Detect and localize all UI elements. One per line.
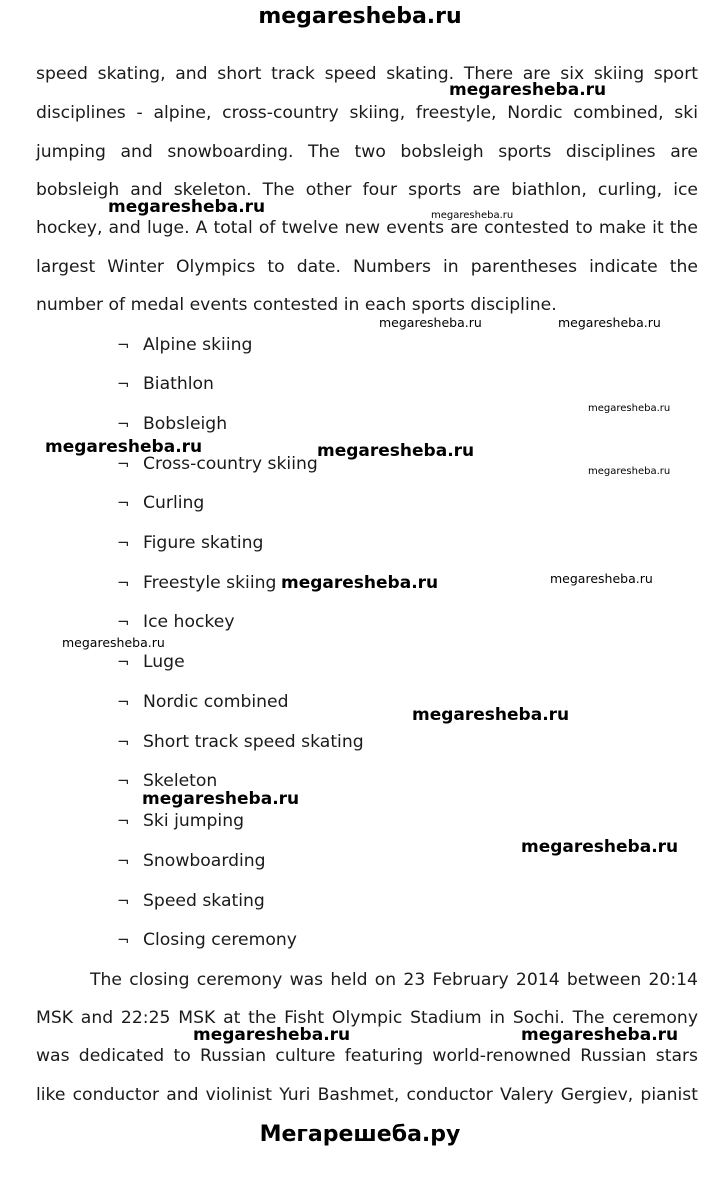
- list-item: [117, 491, 204, 515]
- list-bullet-icon: ¬: [117, 455, 130, 473]
- watermark: megaresheba.ru: [412, 705, 570, 725]
- list-item-label: Bobsleigh: [143, 414, 228, 434]
- watermark: megaresheba.ru: [193, 1025, 351, 1045]
- list-bullet-icon: ¬: [117, 613, 130, 631]
- list-item-label: Biathlon: [143, 374, 214, 394]
- watermark: megaresheba.ru: [317, 441, 475, 461]
- watermark: megaresheba.ru: [521, 837, 679, 857]
- site-footer: Мегарешеба.ру: [259, 1122, 461, 1147]
- paragraph-line: like conductor and violinist Yuri Bashmet, conductor Valery Gergiev, pianist: [36, 1085, 698, 1105]
- list-item-label: Snowboarding: [143, 851, 266, 871]
- list-item: [117, 928, 297, 952]
- list-item: [117, 531, 263, 555]
- watermark: megaresheba.ru: [588, 403, 671, 414]
- list-bullet-icon: ¬: [117, 336, 130, 354]
- watermark: megaresheba.ru: [142, 789, 300, 809]
- list-item-label: Skeleton: [143, 771, 218, 791]
- paragraph-line: hockey, and luge. A total of twelve new events are contested to make it the: [36, 218, 698, 238]
- list-bullet-icon: ¬: [117, 772, 130, 790]
- list-bullet-icon: ¬: [117, 534, 130, 552]
- paragraph-line: was dedicated to Russian culture featuring world-renowned Russian stars: [36, 1046, 698, 1066]
- list-item: [117, 889, 265, 913]
- watermark: megaresheba.ru: [521, 1025, 679, 1045]
- watermark: megaresheba.ru: [379, 315, 482, 330]
- watermark: megaresheba.ru: [431, 210, 514, 221]
- list-item: [117, 849, 266, 873]
- list-item: [117, 571, 276, 595]
- list-item-label: Nordic combined: [143, 692, 289, 712]
- site-header: megaresheba.ru: [258, 4, 462, 29]
- list-item-label: Closing ceremony: [143, 930, 297, 950]
- list-item-label: Short track speed skating: [143, 732, 364, 752]
- list-item: [117, 730, 364, 754]
- paragraph-line: largest Winter Olympics to date. Numbers in parentheses indicate the: [36, 257, 698, 277]
- watermark: megaresheba.ru: [550, 571, 653, 586]
- watermark: megaresheba.ru: [281, 573, 439, 593]
- watermark: megaresheba.ru: [45, 437, 203, 457]
- list-item: [117, 412, 227, 436]
- list-bullet-icon: ¬: [117, 494, 130, 512]
- list-item-label: Freestyle skiing: [143, 573, 277, 593]
- list-item-label: Alpine skiing: [143, 335, 253, 355]
- list-item: [117, 610, 235, 634]
- list-bullet-icon: ¬: [117, 574, 130, 592]
- paragraph-line: disciplines - alpine, cross-country skiing, freestyle, Nordic combined, ski: [36, 103, 698, 123]
- list-item-label: Ice hockey: [143, 612, 235, 632]
- list-item-label: Speed skating: [143, 891, 265, 911]
- list-bullet-icon: ¬: [117, 852, 130, 870]
- list-item-label: Figure skating: [143, 533, 264, 553]
- watermark: megaresheba.ru: [62, 635, 165, 650]
- paragraph-line: The closing ceremony was held on 23 February 2014 between 20:14: [90, 970, 698, 990]
- list-item-label: Cross-country skiing: [143, 454, 318, 474]
- paragraph-line: MSK and 22:25 MSK at the Fisht Olympic Stadium in Sochi. The ceremony: [36, 1008, 698, 1028]
- list-bullet-icon: ¬: [117, 415, 130, 433]
- list-item: [117, 690, 289, 714]
- watermark: megaresheba.ru: [108, 197, 266, 217]
- list-bullet-icon: ¬: [117, 375, 130, 393]
- list-item: [117, 372, 214, 396]
- paragraph-line: speed skating, and short track speed skating. There are six skiing sport: [36, 64, 698, 84]
- watermark: megaresheba.ru: [588, 466, 671, 477]
- paragraph-line: bobsleigh and skeleton. The other four sports are biathlon, curling, ice: [36, 180, 698, 200]
- list-bullet-icon: ¬: [117, 931, 130, 949]
- list-bullet-icon: ¬: [117, 653, 130, 671]
- list-bullet-icon: ¬: [117, 892, 130, 910]
- list-item: [117, 809, 244, 833]
- list-bullet-icon: ¬: [117, 812, 130, 830]
- list-item-label: Curling: [143, 493, 205, 513]
- paragraph-line: jumping and snowboarding. The two bobsleigh sports disciplines are: [36, 142, 698, 162]
- list-item-label: Ski jumping: [143, 811, 245, 831]
- list-bullet-icon: ¬: [117, 733, 130, 751]
- list-bullet-icon: ¬: [117, 693, 130, 711]
- list-item: [117, 333, 252, 357]
- paragraph-line: number of medal events contested in each sports discipline.: [36, 295, 557, 315]
- watermark: megaresheba.ru: [449, 80, 607, 100]
- list-item-label: Luge: [143, 652, 185, 672]
- list-item: [117, 650, 185, 674]
- watermark: megaresheba.ru: [558, 315, 661, 330]
